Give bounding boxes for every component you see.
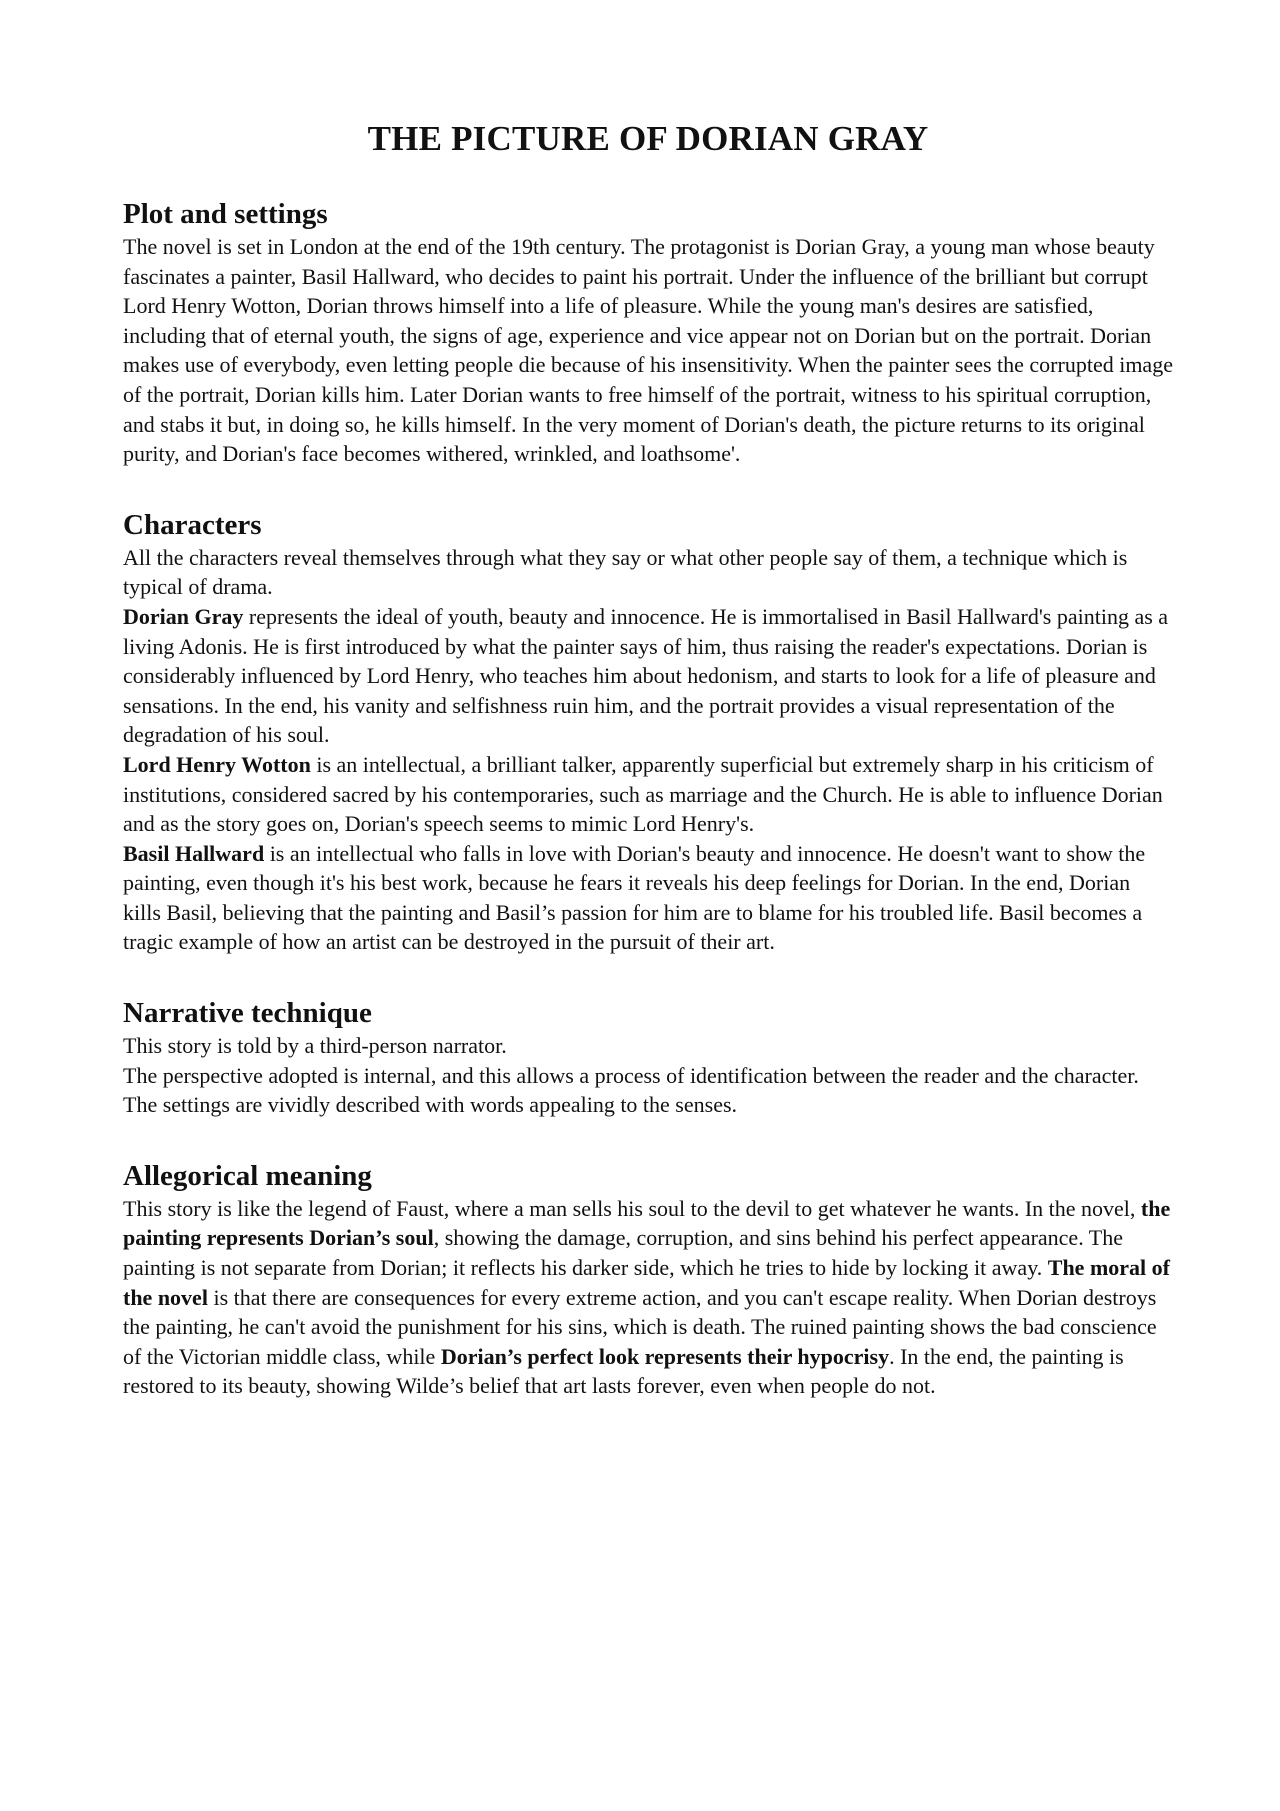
section-plot	[123, 196, 1173, 469]
character-text-dorian: represents the ideal of youth, beauty and innocence. He is immortalised in Basil Hallward's painting as a living Adonis. He is first introduced by what the painter says of him, thus raising the reader's expectations. Dorian is considerably influenced by Lord Henry, who teaches him about hedonism, and starts to look for a life of pleasure and sensations. In the end, his vanity and selfishness ruin him, and the portrait provides a visual representation of the degradation of his soul.	[123, 603, 1169, 748]
allegory-bold-3: Dorian’s perfect look represents their hypocrisy	[440, 1343, 890, 1369]
document-page	[123, 118, 1173, 1439]
allegory-text-3: is that there are consequences for every extreme action, and you can't escape reality. When Dorian destroys the painting, he can't avoid the punishment for his sins, which is death. The ruined painting shows the bad conscience of the Victorian middle class, while	[123, 1284, 1157, 1369]
section-characters	[123, 507, 1173, 957]
section-narrative	[123, 995, 1173, 1120]
allegory-bold-1: the painting represents Dorian’s soul	[123, 1195, 1171, 1251]
section-heading-allegory: Allegorical meaning	[123, 1159, 372, 1192]
character-basil	[123, 839, 1173, 957]
allegory-text-2: , showing the damage, corruption, and sins behind his perfect appearance. The painting is not separate from Dorian; it reflects his darker side, which he tries to hide by locking it away.	[123, 1225, 1124, 1281]
narrative-line-2: The perspective adopted is internal, and this allows a process of identification between the reader and the character.	[123, 1062, 1139, 1088]
document-title: THE PICTURE OF DORIAN GRAY	[367, 119, 929, 158]
allegory-text-1: This story is like the legend of Faust, where a man sells his soul to the devil to get whatever he wants. In the novel,	[123, 1195, 1141, 1221]
character-name-basil: Basil Hallward	[123, 840, 265, 866]
plot-paragraph: The novel is set in London at the end of the 19th century. The protagonist is Dorian Gray, a young man whose beauty fascinates a painter, Basil Hallward, who decides to paint his portrait. Under the influence of the brilliant but corrupt Lord Henry Wotton, Dorian throws himself into a life of pleasure. While the young man's desires are satisfied, including that of eternal youth, the signs of age, experience and vice appear not on Dorian but on the portrait. Dorian makes use of everybody, even letting people die because of his insensitivity. When the painter sees the corrupted image of the portrait, Dorian kills him. Later Dorian wants to free himself of the portrait, witness to his spiritual corruption, and stabs it but, in doing so, he kills himself. In the very moment of Dorian's death, the picture returns to its original purity, and Dorian's face becomes withered, wrinkled, and loathsome'.	[123, 234, 1173, 467]
character-name-dorian: Dorian Gray	[123, 603, 244, 629]
narrative-line-3: The settings are vividly described with words appealing to the senses.	[123, 1092, 738, 1118]
allegory-text-4: . In the end, the painting is restored to its beauty, showing Wilde’s belief that art lasts forever, even when people do not.	[123, 1343, 1124, 1399]
character-text-henry: is an intellectual, a brilliant talker, apparently superficial but extremely sharp in his criticism of institutions, considered sacred by his contemporaries, such as marriage and the Church. He is able to influence Dorian and as the story goes on, Dorian's speech seems to mimic Lord Henry's.	[123, 751, 1163, 837]
section-heading-characters: Characters	[123, 508, 262, 541]
allegory-bold-2: The moral of the novel	[123, 1255, 1170, 1310]
character-text-basil: is an intellectual who falls in love with Dorian's beauty and innocence. He doesn't want to show the painting, even though it's his best work, because he fears it reveals his deep feelings for Dorian. In the end, Dorian kills Basil, believing that the painting and Basil’s passion for him are to blame for his troubled life. Basil becomes a tragic example of how an artist can be destroyed in the pursuit of their art.	[123, 840, 1146, 955]
narrative-line-1: This story is told by a third-person narrator.	[123, 1033, 507, 1059]
character-name-henry: Lord Henry Wotton	[123, 751, 311, 777]
character-henry	[123, 750, 1173, 839]
allegory-paragraph	[123, 1194, 1173, 1401]
section-heading-narrative: Narrative technique	[123, 997, 372, 1030]
section-heading-plot: Plot and settings	[123, 198, 328, 230]
characters-intro: All the characters reveal themselves through what they say or what other people say of them, a technique which is typical of drama.	[123, 544, 1128, 600]
character-dorian	[123, 602, 1173, 750]
section-allegory	[123, 1158, 1173, 1401]
